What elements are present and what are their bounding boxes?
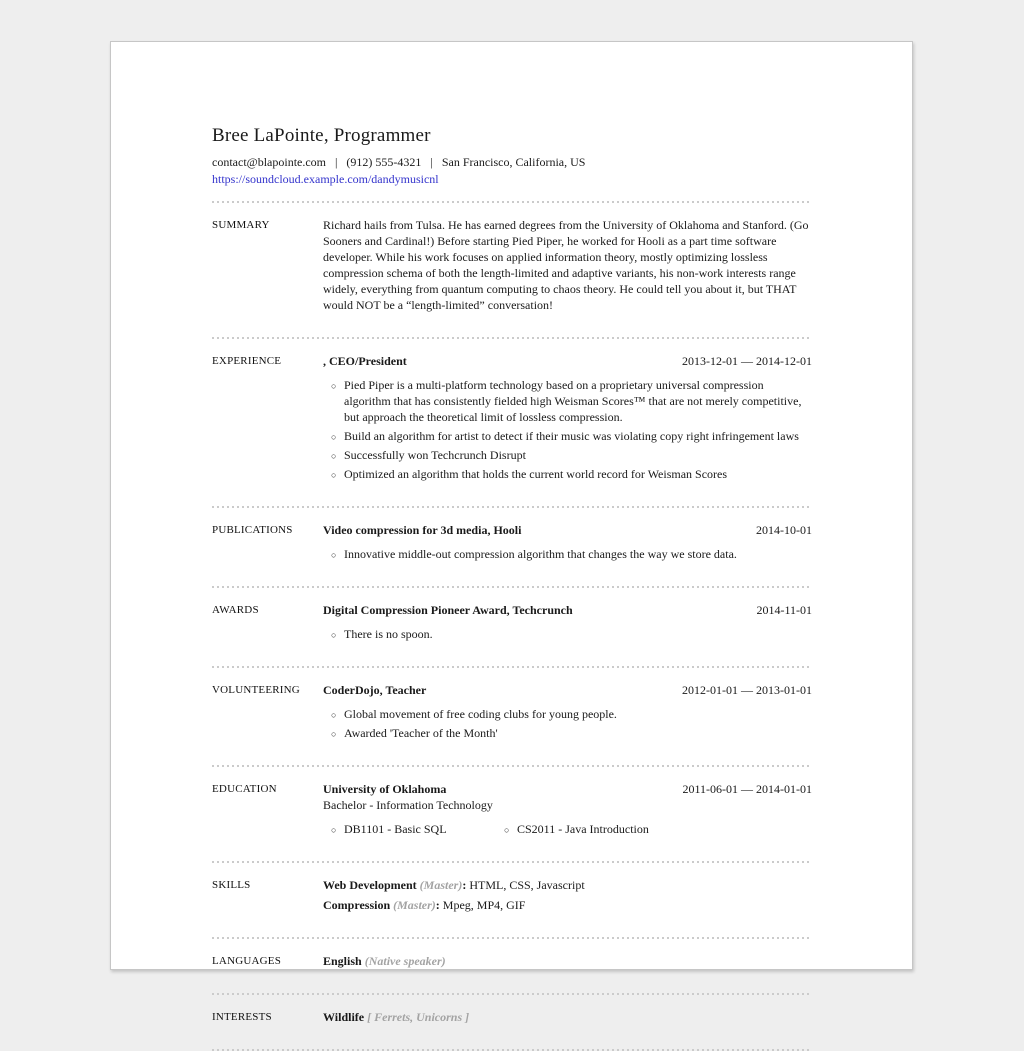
- resume-name: Bree LaPointe, Programmer: [212, 125, 431, 146]
- summary-text: Richard hails from Tulsa. He has earned degrees from the University of Oklahoma and Stanford. (Go Sooners and Cardinal!) Before starting Pied Piper, he worked for Hooli as a part time software developer. While his work focuses on applied information theory, mostly optimizing lossless compression schema of both the length-limited and adaptive variants, his non-work interests range widely, everything from quantum computing to chaos theory. He could tell you about it, but THAT would NOT be a “length-limited” conversation!: [323, 218, 809, 312]
- awards-bullet-list: [323, 626, 812, 642]
- section-experience: [212, 339, 812, 493]
- publications-dates: 2014-10-01: [756, 523, 812, 537]
- education-entry-head: [323, 781, 812, 797]
- section-skills: [212, 863, 812, 924]
- awards-dates: 2014-11-01: [756, 603, 812, 617]
- bullet-item: ○ Successfully won Techcrunch Disrupt: [331, 447, 812, 463]
- section-label-publications: PUBLICATIONS: [212, 524, 293, 536]
- interest-name: Wildlife: [323, 1010, 365, 1024]
- bullet-item: ○ Build an algorithm for artist to detect if their music was violating copy right infringement laws: [331, 428, 812, 444]
- skill-colon: :: [462, 878, 467, 892]
- contact-email: contact@blapointe.com: [212, 155, 327, 169]
- contact-location: San Francisco, California, US: [441, 155, 586, 169]
- skill-line: [323, 897, 812, 913]
- skill-name: Web Development: [323, 878, 417, 892]
- contact-separator: |: [430, 155, 433, 169]
- skill-colon: :: [435, 898, 440, 912]
- bullet-item: ○ Awarded 'Teacher of the Month': [331, 725, 812, 741]
- bullet-item: ○ Optimized an algorithm that holds the current world record for Weisman Scores: [331, 466, 812, 482]
- section-education: [212, 767, 812, 848]
- volunteering-dates: 2012-01-01 — 2013-01-01: [682, 683, 812, 697]
- volunteering-content: [323, 682, 812, 741]
- awards-title: Digital Compression Pioneer Award, Techcrunch: [323, 603, 573, 617]
- interest-detail: [ Ferrets, Unicorns ]: [367, 1010, 470, 1024]
- section-label-summary: SUMMARY: [212, 219, 270, 231]
- volunteering-title: CoderDojo, Teacher: [323, 683, 427, 697]
- section-label-skills: SKILLS: [212, 879, 251, 891]
- experience-dates: 2013-12-01 — 2014-12-01: [682, 354, 812, 368]
- education-degree: Bachelor - Information Technology: [323, 798, 493, 812]
- interests-content: [323, 1009, 812, 1025]
- bullet-item: ○ Global movement of free coding clubs for young people.: [331, 706, 812, 722]
- skill-name: Compression: [323, 898, 391, 912]
- education-course-list: [323, 821, 812, 837]
- skill-level: (Master): [419, 878, 463, 892]
- section-summary: [212, 203, 812, 324]
- publications-title: Video compression for 3d media, Hooli: [323, 523, 522, 537]
- experience-content: [323, 353, 812, 482]
- section-label-education: EDUCATION: [212, 783, 277, 795]
- section-awards: [212, 588, 812, 653]
- section-volunteering: [212, 668, 812, 752]
- volunteering-entry-head: [323, 682, 812, 698]
- education-title: University of Oklahoma: [323, 782, 447, 796]
- section-label-experience: EXPERIENCE: [212, 355, 282, 367]
- experience-bullet-list: [323, 377, 812, 482]
- language-level: (Native speaker): [364, 954, 446, 968]
- awards-content: [323, 602, 812, 642]
- bullet-item: ○ Innovative middle-out compression algorithm that changes the way we store data.: [331, 546, 812, 562]
- languages-content: [323, 953, 812, 969]
- skill-detail: HTML, CSS, Javascript: [466, 878, 585, 892]
- bullet-item: ○ There is no spoon.: [331, 626, 812, 642]
- skill-detail: Mpeg, MP4, GIF: [439, 898, 526, 912]
- publications-bullet-list: [323, 546, 812, 562]
- section-languages: [212, 939, 812, 980]
- publications-entry-head: [323, 522, 812, 538]
- summary-content: [323, 217, 812, 313]
- section-interests: [212, 995, 812, 1036]
- publications-content: [323, 522, 812, 562]
- awards-entry-head: [323, 602, 812, 618]
- bullet-item: ○ Pied Piper is a multi-platform technology based on a proprietary universal compression algorithm that has consistently fielded high Weisman Scores™ that are not merely competitive, but approach the theoretical limit of lossless compression.: [331, 377, 812, 425]
- profile-link[interactable]: https://soundcloud.example.com/dandymusicnl: [212, 172, 439, 186]
- education-dates: 2011-06-01 — 2014-01-01: [682, 782, 812, 796]
- skills-content: [323, 877, 812, 913]
- contact-separator: |: [335, 155, 338, 169]
- section-label-awards: AWARDS: [212, 604, 259, 616]
- skill-level: (Master): [393, 898, 436, 912]
- section-label-languages: LANGUAGES: [212, 955, 282, 967]
- section-label-volunteering: VOLUNTEERING: [212, 684, 300, 696]
- contact-phone: (912) 555-4321: [346, 155, 422, 169]
- section-label-interests: INTERESTS: [212, 1011, 272, 1023]
- language-line: [323, 953, 812, 969]
- education-content: [323, 781, 812, 837]
- contact-line: [212, 154, 812, 170]
- course-item: ○ CS2011 - Java Introduction: [504, 821, 649, 837]
- section-publications: [212, 508, 812, 573]
- language-name: English: [323, 954, 362, 968]
- experience-title: , CEO/President: [323, 354, 407, 368]
- skill-line: [323, 877, 812, 893]
- volunteering-bullet-list: [323, 706, 812, 741]
- experience-entry-head: [323, 353, 812, 369]
- course-item: ○ DB1101 - Basic SQL: [331, 821, 501, 837]
- resume-page: [110, 41, 913, 1024]
- interest-line: [323, 1009, 812, 1025]
